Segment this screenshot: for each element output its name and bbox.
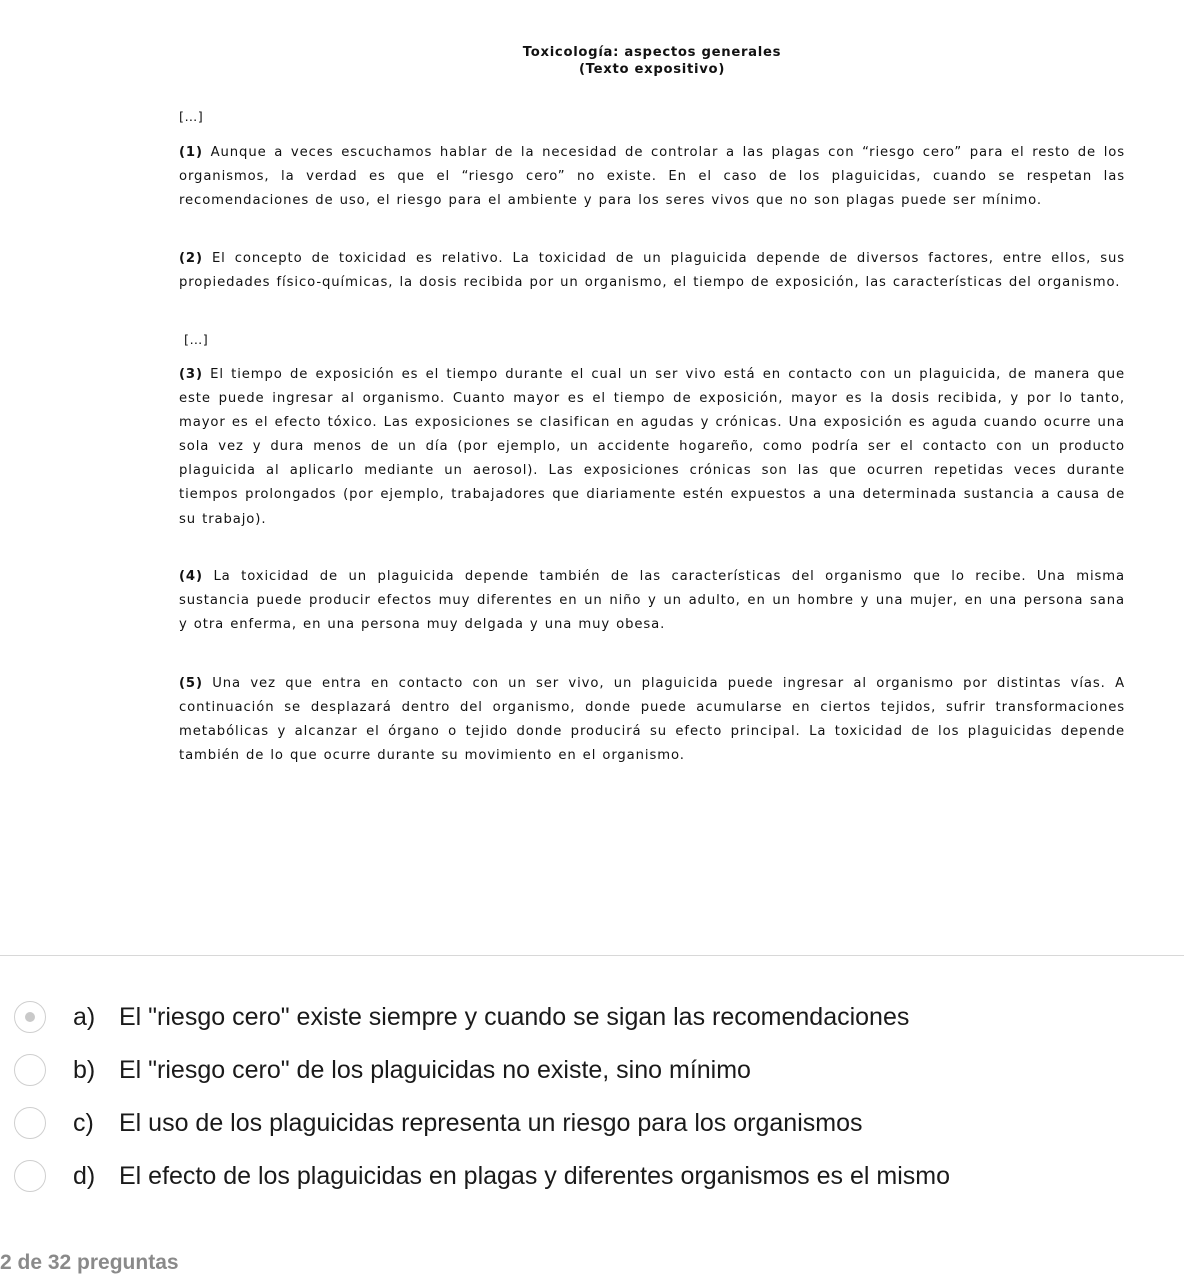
document-subtitle: (Texto expositivo) bbox=[578, 62, 726, 77]
paragraph-text: Aunque a veces escuchamos hablar de la necesidad de controlar a las plagas con “riesgo cero” para el resto de los organismos, la verdad es que el “riesgo cero” no existe. En el caso de los plaguicidas, cuando se respetan las recomendaciones de uso, el riesgo para el ambiente y para los seres vivos que no son plagas puede ser mínimo. bbox=[179, 145, 1125, 209]
radio-dot bbox=[25, 1012, 35, 1022]
option-letter: d) bbox=[73, 1161, 96, 1190]
paragraph-2 bbox=[179, 247, 1125, 295]
option-c[interactable] bbox=[14, 1101, 1164, 1145]
paragraph-5 bbox=[179, 672, 1125, 768]
paragraph-number: (3) bbox=[179, 367, 203, 382]
paragraph-number: (2) bbox=[179, 251, 203, 266]
paragraph-text: La toxicidad de un plaguicida depende también de las características del organismo que lo recibe. Una misma sustancia puede producir efectos muy diferentes en un niño y un adulto, en un hombre y una mujer, en una persona sana y otra enferma, en una persona muy delgada y una muy obesa. bbox=[179, 569, 1126, 633]
paragraph-4 bbox=[179, 565, 1125, 637]
option-text: El "riesgo cero" existe siempre y cuando se sigan las recomendaciones bbox=[119, 1002, 910, 1031]
paragraph-1 bbox=[179, 141, 1125, 213]
document-title: Toxicología: aspectos generales bbox=[522, 45, 782, 60]
radio-button-selected[interactable] bbox=[14, 1001, 46, 1033]
option-b[interactable] bbox=[14, 1048, 1164, 1092]
omission-mark: […] bbox=[179, 110, 204, 125]
paragraph-text: El concepto de toxicidad es relativo. La toxicidad de un plaguicida depende de diversos factores, entre ellos, sus propiedades físico-químicas, la dosis recibida por un organismo, el tiempo de exposición, las características del organismo. bbox=[179, 251, 1126, 291]
option-letter: b) bbox=[73, 1055, 96, 1084]
section-divider bbox=[0, 955, 1184, 956]
option-a[interactable] bbox=[14, 995, 1164, 1039]
option-letter: c) bbox=[73, 1108, 94, 1137]
omission-mark: […] bbox=[184, 333, 209, 348]
paragraph-number: (5) bbox=[179, 676, 203, 691]
document-header bbox=[0, 44, 1184, 78]
question-progress: 2 de 32 preguntas bbox=[0, 1251, 179, 1274]
paragraph-number: (4) bbox=[179, 569, 203, 584]
option-text: El efecto de los plaguicidas en plagas y diferentes organismos es el mismo bbox=[119, 1161, 950, 1190]
option-text: El uso de los plaguicidas representa un riesgo para los organismos bbox=[119, 1108, 863, 1137]
paragraph-text: El tiempo de exposición es el tiempo durante el cual un ser vivo está en contacto con un plaguicida, de manera que este puede ingresar al organismo. Cuanto mayor es el tiempo de exposición, mayor es la dosis recibida, y por lo tanto, mayor es el efecto tóxico. Las exposiciones se clasifican en agudas y crónicas. Una exposición es aguda cuando ocurre una sola vez y dura menos de un día (por ejemplo, un accidente hogareño, como podría ser el contacto con un producto plaguicida al aplicarlo mediante un aerosol). Las exposiciones crónicas son las que ocurren repetidas veces durante tiempos prolongados (por ejemplo, trabajadores que diariamente estén expuestos a una determinada sustancia a causa de su trabajo). bbox=[179, 367, 1126, 527]
option-letter: a) bbox=[73, 1002, 96, 1031]
radio-button[interactable] bbox=[14, 1107, 46, 1139]
paragraph-number: (1) bbox=[179, 145, 203, 160]
option-text: El "riesgo cero" de los plaguicidas no existe, sino mínimo bbox=[119, 1055, 751, 1084]
paragraph-text: Una vez que entra en contacto con un ser vivo, un plaguicida puede ingresar al organismo por distintas vías. A continuación se desplazará dentro del organismo, donde puede acumularse en ciertos tejidos, sufrir transformaciones metabólicas y alcanzar el órgano o tejido donde producirá su efecto principal. La toxicidad de los plaguicidas depende también de lo que ocurre durante su movimiento en el organismo. bbox=[179, 676, 1125, 764]
paragraph-3 bbox=[179, 363, 1125, 532]
option-d[interactable] bbox=[14, 1154, 1164, 1198]
radio-button[interactable] bbox=[14, 1054, 46, 1086]
radio-button[interactable] bbox=[14, 1160, 46, 1192]
